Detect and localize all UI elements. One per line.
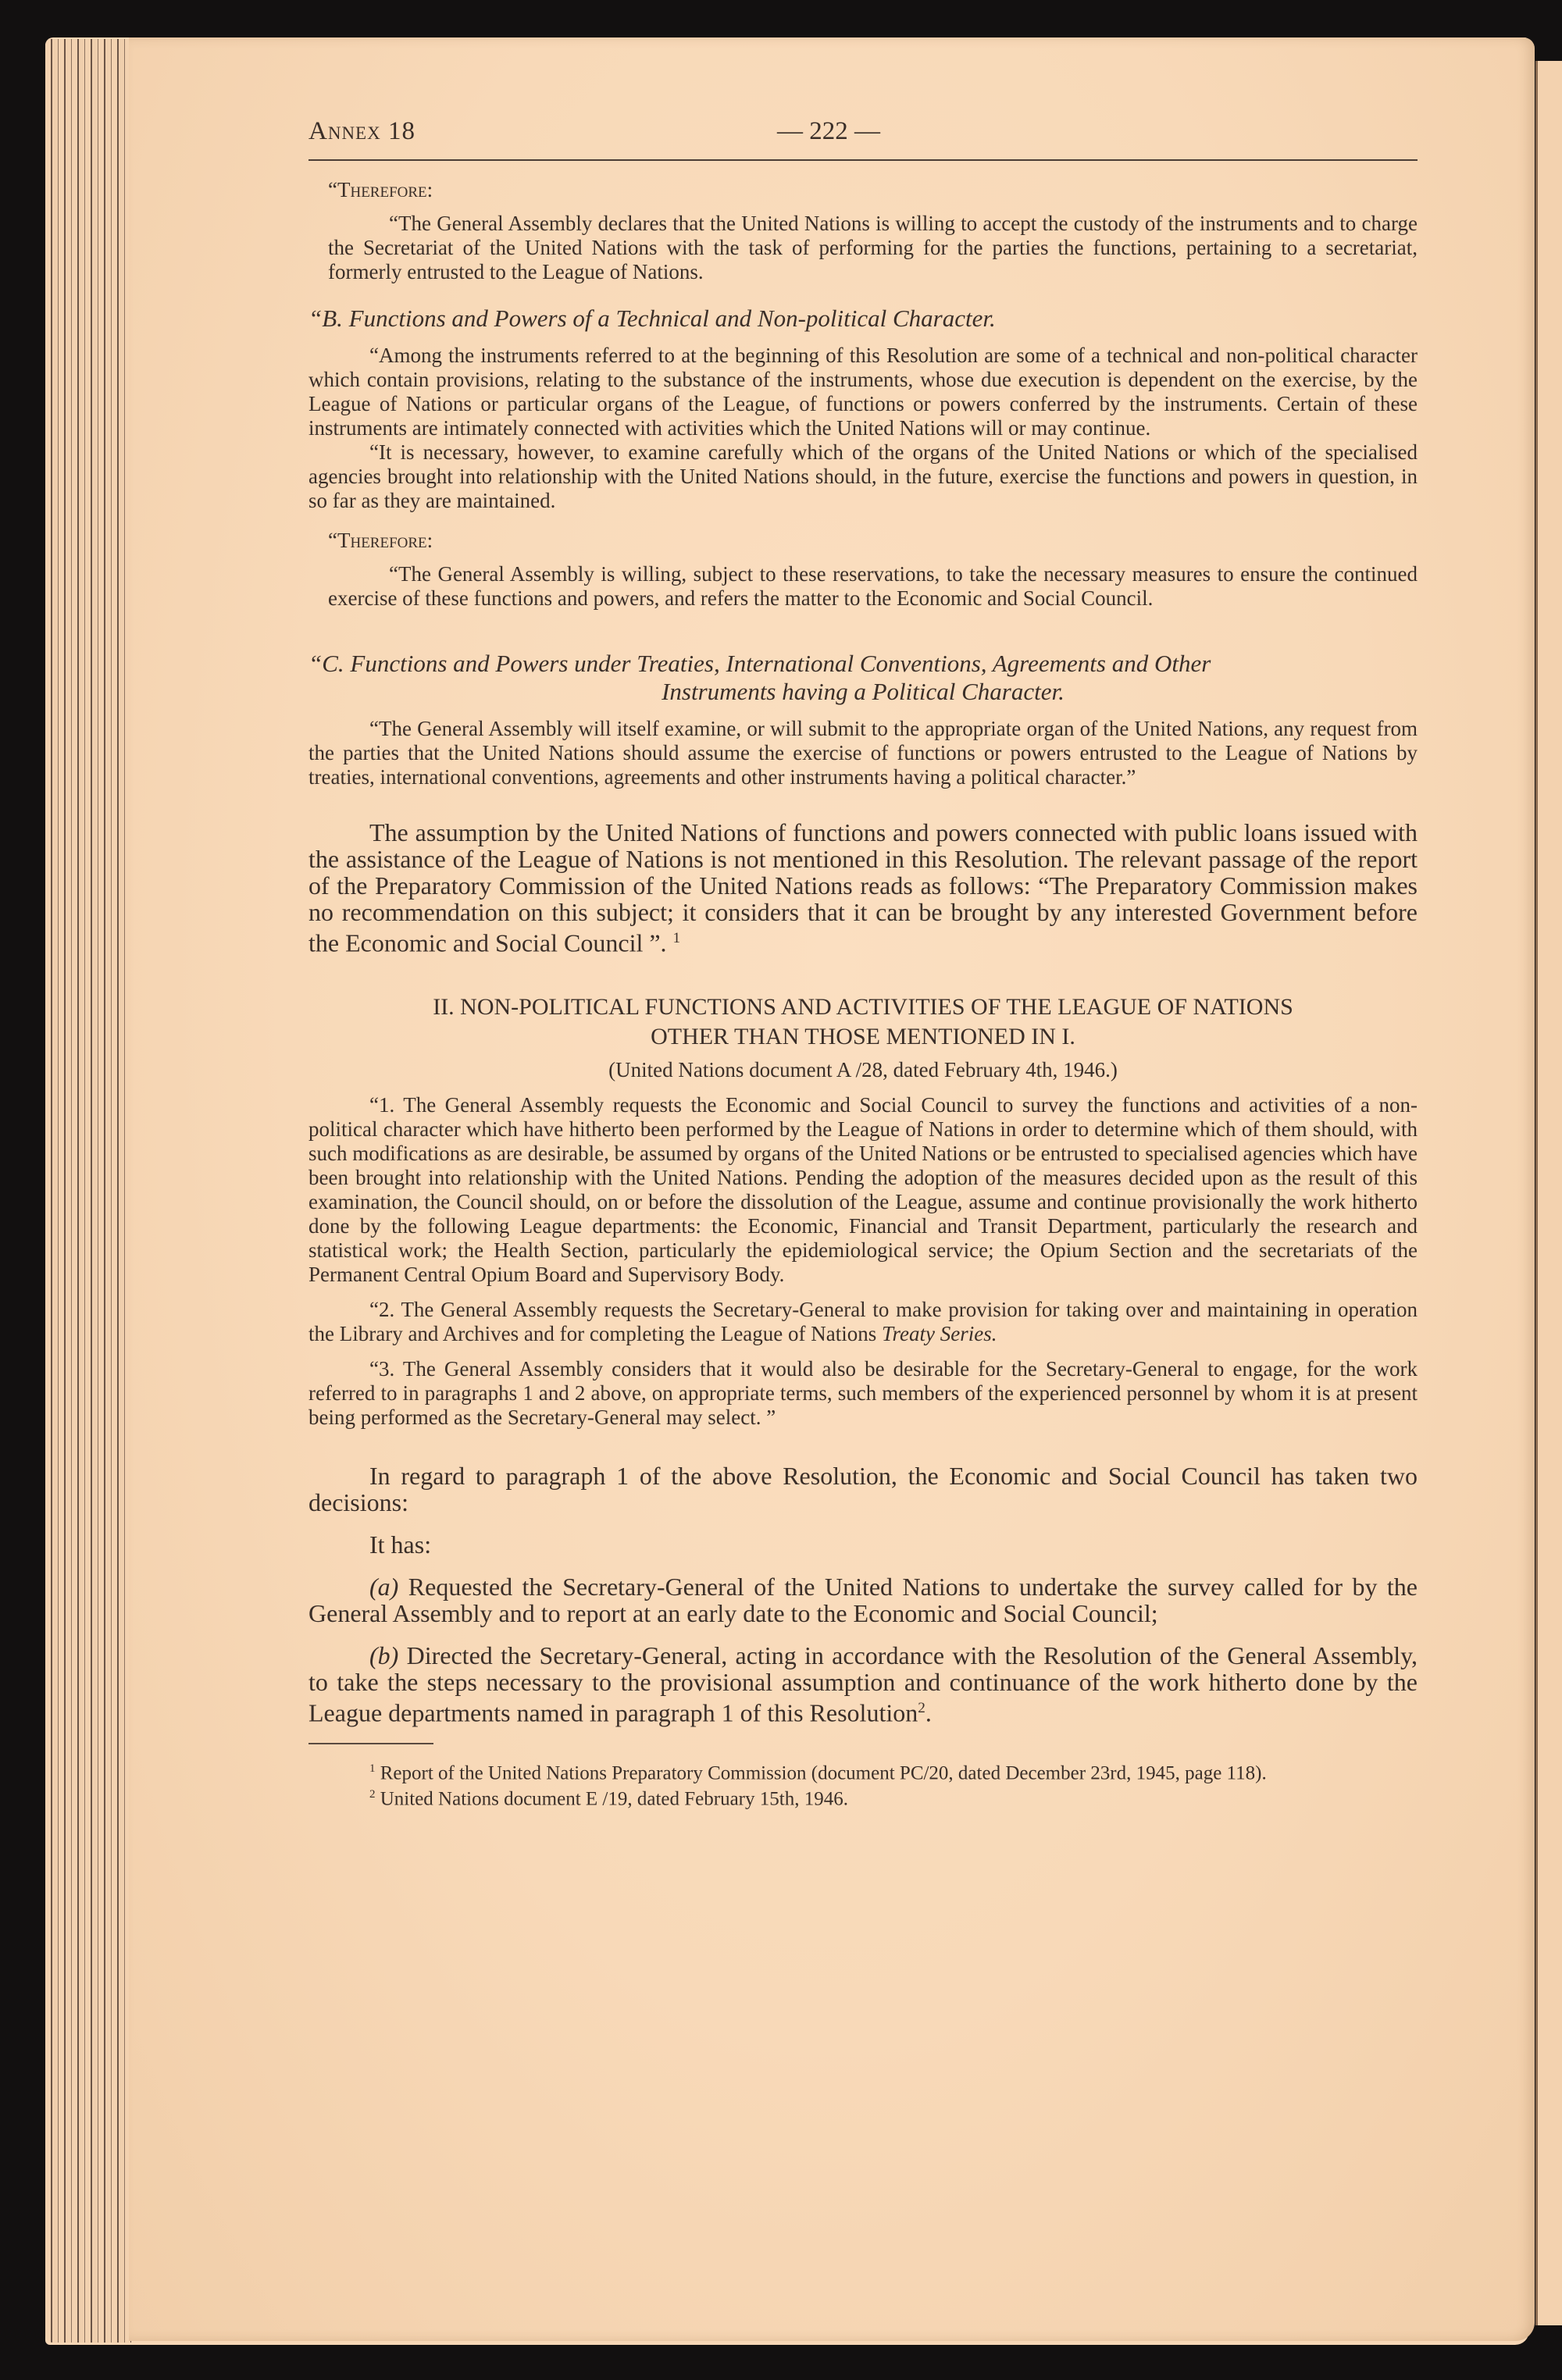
therefore-label: “Therefore: — [328, 529, 433, 552]
section-ii-title: II. NON-POLITICAL FUNCTIONS AND ACTIVITIES OF THE LEAGUE OF NATIONS — [433, 993, 1293, 1020]
item-text: Requested the Secretary-General of the United Nations to undertake the survey called for by the General Assembly and to report at an early date to the Economic and Social Council; — [308, 1572, 1418, 1627]
period: . — [925, 1698, 932, 1727]
running-head — [308, 117, 1418, 161]
section-c-heading: “C. Functions and Powers under Treaties, International Conventions, Agreements and Other — [308, 650, 1211, 677]
section-c-paragraph: “The General Assembly will itself examine, or will submit to the appropriate organ of the United Nations, any request from the parties that the United Nations should assume the exercise of functions or powers entrusted to the League of Nations by treaties, international conventions, agreements and other instruments having a political character.” — [308, 717, 1418, 789]
therefore-label: “Therefore: — [328, 178, 433, 201]
footnote-1 — [308, 1758, 1418, 1783]
footnote-2 — [308, 1784, 1418, 1809]
footnote-text: United Nations document E /19, dated February 15th, 1946. — [375, 1787, 848, 1809]
footnote-ref[interactable]: 2 — [918, 1699, 925, 1716]
item-text: Directed the Secretary-General, acting in accordance with the Resolution of the General Assembly, to take the steps necessary to the provisional assumption and continuance of the work hitherto done by the League departments named in paragraph 1 of this Resolution — [308, 1641, 1418, 1727]
adjacent-page-edge — [1535, 61, 1562, 2325]
page-number: — 222 — — [777, 117, 880, 145]
commentary-text: The assumption by the United Nations of functions and powers connected with public loans issued with the assistance of the League of Nations is not mentioned in this Resolution. The relevant passage of the report of the Preparatory Commission of the United Nations reads as follows: “The Preparatory Commission makes no recommendation on this subject; it considers that it can be brought by any interested Government before the Economic and Social Council ”. — [308, 818, 1418, 957]
decision-b — [308, 1642, 1418, 1726]
page-content — [308, 117, 1418, 1809]
item-label: (b) — [369, 1641, 399, 1669]
section-b-heading: “B. Functions and Powers of a Technical and Non-political Character. — [308, 305, 996, 332]
section-ii-source: (United Nations document A /28, dated February 4th, 1946.) — [608, 1057, 1118, 1081]
section-c-heading-cont: Instruments having a Political Character. — [662, 678, 1065, 705]
section-ii-title-cont: OTHER THAN THOSE MENTIONED IN I. — [651, 1023, 1075, 1049]
decision-a — [308, 1573, 1418, 1626]
annex-label: Annex 18 — [308, 117, 415, 145]
section-ii-paragraph-1: “1. The General Assembly requests the Economic and Social Council to survey the functions and activities of a non-political character which have hitherto been performed by the League of Nations in order to determine which of them should, with such modifications as are desirable, be assumed by organs of the United Nations or be entrusted to specialised agencies which have been brought into relationship with the United Nations. Pending the adoption of the measures decided upon as the result of this examination, the Council should, on or before the dissolution of the League, assume and continue provisionally the work hitherto done by the following League departments: the Economic, Financial and Transit Department, particularly the research and statistical work; the Health Section, particularly the epidemiological service; the Opium Section and the secretariats of the Permanent Central Opium Board and Supervisory Body. — [308, 1092, 1418, 1286]
section-b-paragraph: “Among the instruments referred to at the beginning of this Resolution are some of a technical and non-political character which contain provisions, relating to the substance of the instruments, whose due execution is dependent on the exercise, by the League of Nations or particular organs of the League, of functions or powers conferred by the instruments. Certain of these instruments are intimately connected with activities which the United Nations will or may continue. — [308, 344, 1418, 440]
section-ii-paragraph-3: “3. The General Assembly considers that it would also be desirable for the Secretary-General to engage, for the work referred to in paragraphs 1 and 2 above, on appropriate terms, such members of the experienced personnel by whom it is at present being performed as the Secretary-General may select. ” — [308, 1356, 1418, 1429]
section-b-resolution: “The General Assembly is willing, subject to these reservations, to take the necessary measures to ensure the continued exercise of these functions and powers, and refers the matter to the Economic and Social Council. — [328, 562, 1418, 610]
resolution-paragraph: “The General Assembly declares that the United Nations is willing to accept the custody of the instruments and to charge the Secretariat of the United Nations with the task of performing for the parties the functions, pertaining to a secretariat, formerly entrusted to the League of Nations. — [328, 212, 1418, 283]
it-has-label: It has: — [369, 1530, 432, 1559]
paragraph-text: “2. The General Assembly requests the Secretary-General to make provision for taking over and maintaining in operation the Library and Archives and for completing the League of Nations — [308, 1297, 1418, 1345]
ecosoc-intro: In regard to paragraph 1 of the above Resolution, the Economic and Social Council has taken two decisions: — [308, 1461, 1418, 1516]
page-edges — [45, 39, 131, 2343]
footnote-marker: 2 — [369, 1787, 376, 1801]
section-b-paragraph: “It is necessary, however, to examine carefully which of the organs of the United Nations or which of the specialised agencies brought into relationship with the United Nations should, in the future, exercise the functions and powers in question, in so far as they are maintained. — [308, 440, 1418, 512]
treaty-series-title: Treaty Series. — [882, 1321, 997, 1345]
footnote-marker: 1 — [369, 1762, 376, 1776]
section-ii-paragraph-2 — [308, 1298, 1418, 1346]
footnote-ref[interactable]: 1 — [672, 930, 681, 946]
commentary-paragraph — [308, 819, 1418, 957]
item-label: (a) — [369, 1572, 399, 1601]
footnote-text: Report of the United Nations Preparatory Commission (document PC/20, dated December 23rd, 1945, page 118). — [375, 1762, 1267, 1784]
